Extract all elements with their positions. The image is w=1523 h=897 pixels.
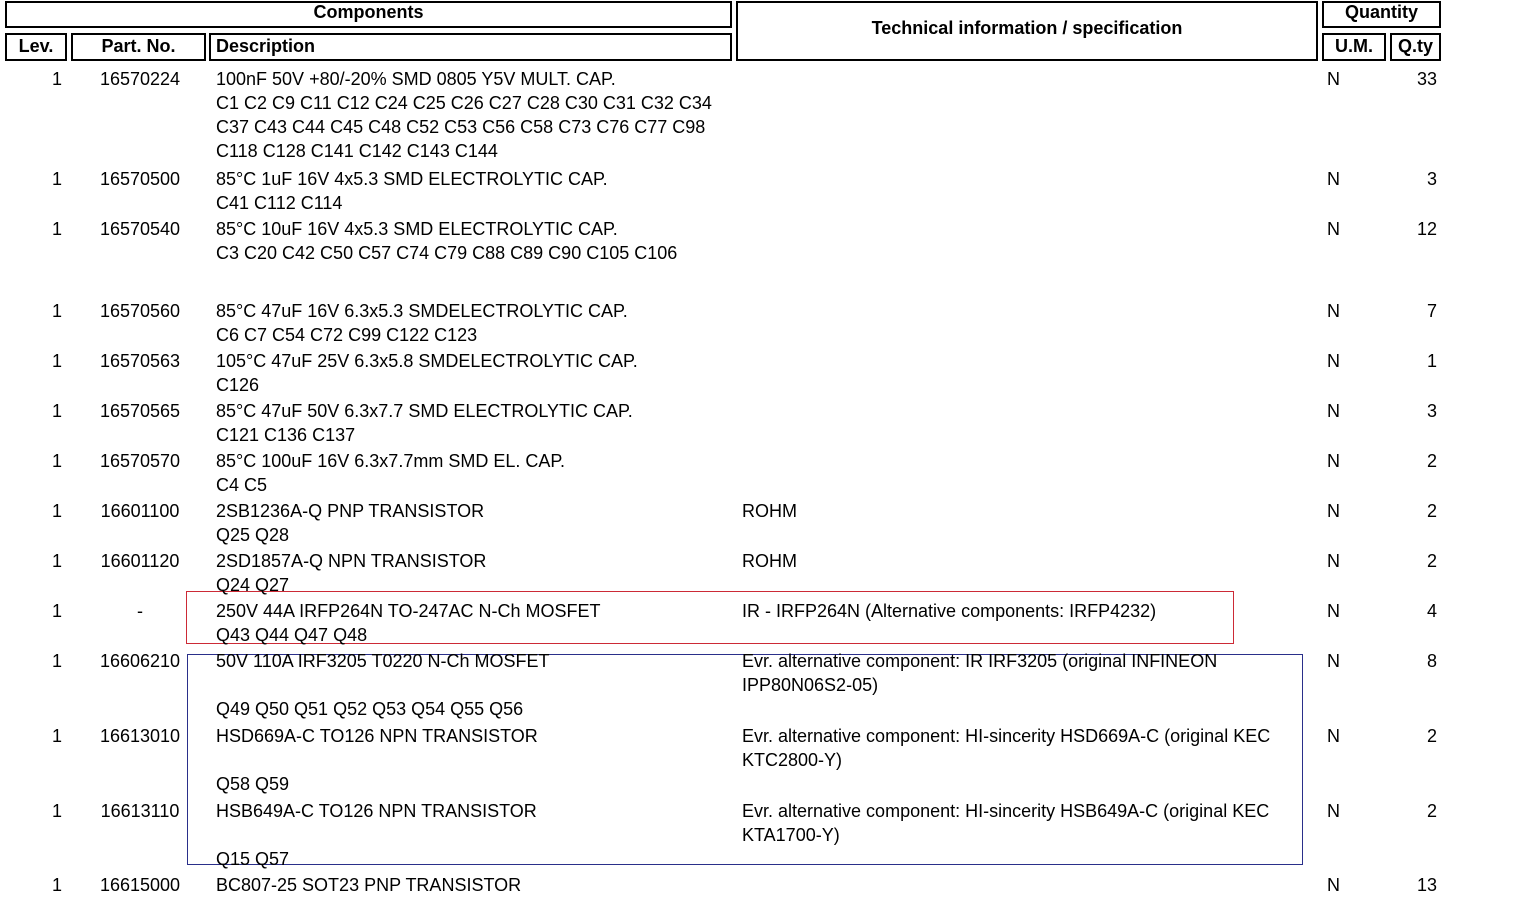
- unit-cell: N: [1327, 401, 1340, 421]
- reference-designators: Q24 Q27: [216, 575, 290, 595]
- description-cell: [216, 167, 608, 215]
- level-cell: 1: [52, 551, 63, 571]
- quantity-cell: 3: [1426, 169, 1437, 189]
- level-cell: 1: [52, 219, 63, 239]
- description-text: 85°C 10uF 16V 4x5.3 SMD ELECTROLYTIC CAP.: [216, 219, 618, 239]
- reference-designators: C126: [216, 375, 260, 395]
- part-number-cell: 16570563: [99, 351, 181, 371]
- unit-cell: N: [1327, 551, 1340, 571]
- description-text: 105°C 47uF 25V 6.3x5.8 SMDELECTROLYTIC CAP.: [216, 351, 638, 371]
- level-cell: 1: [52, 651, 63, 671]
- level-cell: 1: [52, 169, 63, 189]
- description-text: 85°C 47uF 16V 6.3x5.3 SMDELECTROLYTIC CAP.: [216, 301, 628, 321]
- part-number-cell: 16570570: [99, 451, 181, 471]
- reference-designators: Q58 Q59: [216, 774, 290, 794]
- quantity-cell: 33: [1416, 69, 1437, 89]
- quantity-cell: 2: [1426, 551, 1437, 571]
- technical-info-line: ROHM: [742, 501, 797, 521]
- description-text: 50V 110A IRF3205 T0220 N-Ch MOSFET: [216, 651, 550, 671]
- description-header: Description: [216, 36, 316, 56]
- part-number-cell: 16570500: [99, 169, 181, 189]
- technical-info-line: ROHM: [742, 551, 797, 571]
- spacer: [216, 823, 537, 847]
- description-cell: [216, 67, 712, 163]
- description-cell: [216, 349, 638, 397]
- description-text: 85°C 47uF 50V 6.3x7.7 SMD ELECTROLYTIC CAP.: [216, 401, 633, 421]
- description-text: BC807-25 SOT23 PNP TRANSISTOR: [216, 875, 522, 895]
- description-cell: [216, 599, 601, 647]
- quantity-cell: 4: [1426, 601, 1437, 621]
- level-cell: 1: [52, 726, 63, 746]
- description-cell: [216, 873, 521, 897]
- level-cell: 1: [52, 501, 63, 521]
- level-cell: 1: [52, 351, 63, 371]
- technical-info-line: Evr. alternative component: HI-sincerity HSD669A-C (original KEC: [742, 726, 1271, 746]
- unit-cell: N: [1327, 69, 1340, 89]
- reference-designators: C3 C20 C42 C50 C57 C74 C79 C88 C89 C90 C105 C106: [216, 243, 678, 263]
- unit-cell: N: [1327, 219, 1340, 239]
- description-cell: [216, 217, 677, 265]
- technical-header: Technical information / specification: [871, 18, 1183, 38]
- description-text: 250V 44A IRFP264N TO-247AC N-Ch MOSFET: [216, 601, 601, 621]
- part-number-cell: 16601120: [100, 551, 180, 571]
- reference-designators: Q49 Q50 Q51 Q52 Q53 Q54 Q55 Q56: [216, 699, 524, 719]
- description-text: 2SB1236A-Q PNP TRANSISTOR: [216, 501, 485, 521]
- part-number-cell: 16615000: [99, 875, 181, 895]
- part-number-cell: 16570224: [99, 69, 181, 89]
- part-number-cell: 16606210: [99, 651, 181, 671]
- reference-designators: C41 C112 C114: [216, 193, 343, 213]
- technical-info-line: IR - IRFP264N (Alternative components: IRFP4232): [742, 601, 1157, 621]
- description-text: 100nF 50V +80/-20% SMD 0805 Y5V MULT. CAP.: [216, 69, 616, 89]
- technical-info-cell: [742, 649, 1217, 697]
- quantity-cell: 2: [1426, 451, 1437, 471]
- unit-cell: N: [1327, 651, 1340, 671]
- unit-cell: N: [1327, 875, 1340, 895]
- part-no-header: Part. No.: [101, 36, 176, 56]
- quantity-cell: 2: [1426, 726, 1437, 746]
- part-number-cell: 16570540: [99, 219, 181, 239]
- quantity-cell: 8: [1426, 651, 1437, 671]
- part-number-cell: 16570565: [99, 401, 181, 421]
- technical-info-line: IPP80N06S2-05): [742, 675, 879, 695]
- reference-designators: Q15 Q57: [216, 849, 290, 869]
- reference-designators: C121 C136 C137: [216, 425, 356, 445]
- technical-info-cell: [742, 724, 1270, 772]
- unit-cell: N: [1327, 351, 1340, 371]
- technical-info-cell: [742, 799, 1269, 847]
- um-header: U.M.: [1335, 36, 1373, 56]
- level-cell: 1: [52, 69, 63, 89]
- level-cell: 1: [52, 801, 63, 821]
- technical-info-line: KTC2800-Y): [742, 750, 843, 770]
- technical-info-line: Evr. alternative component: HI-sincerity HSB649A-C (original KEC: [742, 801, 1270, 821]
- spacer: [216, 748, 538, 772]
- description-text: 85°C 1uF 16V 4x5.3 SMD ELECTROLYTIC CAP.: [216, 169, 608, 189]
- level-cell: 1: [52, 601, 63, 621]
- technical-info-cell: [742, 599, 1156, 623]
- description-cell: [216, 299, 628, 347]
- unit-cell: N: [1327, 601, 1340, 621]
- quantity-cell: 2: [1426, 501, 1437, 521]
- technical-info-cell: [742, 549, 797, 573]
- description-cell: [216, 724, 538, 796]
- components-header: Components: [313, 2, 424, 22]
- technical-info-cell: [742, 499, 797, 523]
- unit-cell: N: [1327, 169, 1340, 189]
- technical-info-line: KTA1700-Y): [742, 825, 840, 845]
- unit-cell: N: [1327, 801, 1340, 821]
- description-text: 85°C 100uF 16V 6.3x7.7mm SMD EL. CAP.: [216, 451, 566, 471]
- reference-designators: C37 C43 C44 C45 C48 C52 C53 C56 C58 C73 C76 C77 C98: [216, 117, 706, 137]
- quantity-cell: 3: [1426, 401, 1437, 421]
- description-text: HSD669A-C TO126 NPN TRANSISTOR: [216, 726, 538, 746]
- description-cell: [216, 399, 633, 447]
- reference-designators: Q25 Q28: [216, 525, 290, 545]
- quantity-cell: 1: [1426, 351, 1437, 371]
- part-number-cell: 16601100: [100, 501, 180, 521]
- part-number-cell: -: [137, 601, 143, 621]
- quantity-header: Quantity: [1344, 2, 1418, 22]
- description-cell: [216, 449, 565, 497]
- unit-cell: N: [1327, 726, 1340, 746]
- level-cell: 1: [52, 401, 63, 421]
- quantity-cell: 13: [1416, 875, 1437, 895]
- technical-info-line: Evr. alternative component: IR IRF3205 (original INFINEON: [742, 651, 1218, 671]
- lev-header: Lev.: [18, 36, 54, 56]
- description-text: 2SD1857A-Q NPN TRANSISTOR: [216, 551, 487, 571]
- reference-designators: C1 C2 C9 C11 C12 C24 C25 C26 C27 C28 C30 C31 C32 C34: [216, 93, 712, 113]
- quantity-cell: 7: [1426, 301, 1437, 321]
- spacer: [216, 673, 550, 697]
- reference-designators: C6 C7 C54 C72 C99 C122 C123: [216, 325, 478, 345]
- part-number-cell: 16613010: [99, 726, 181, 746]
- level-cell: 1: [52, 301, 63, 321]
- part-number-cell: 16570560: [99, 301, 181, 321]
- unit-cell: N: [1327, 301, 1340, 321]
- qty-header: Q.ty: [1397, 36, 1433, 56]
- description-cell: [216, 799, 537, 871]
- level-cell: 1: [52, 875, 63, 895]
- description-cell: [216, 549, 486, 597]
- part-number-cell: 16613110: [100, 801, 180, 821]
- description-cell: [216, 649, 550, 721]
- reference-designators: Q43 Q44 Q47 Q48: [216, 625, 368, 645]
- description-cell: [216, 499, 484, 547]
- unit-cell: N: [1327, 501, 1340, 521]
- quantity-cell: 12: [1416, 219, 1437, 239]
- description-text: HSB649A-C TO126 NPN TRANSISTOR: [216, 801, 537, 821]
- reference-designators: C118 C128 C141 C142 C143 C144: [216, 141, 498, 161]
- level-cell: 1: [52, 451, 63, 471]
- unit-cell: N: [1327, 451, 1340, 471]
- reference-designators: C4 C5: [216, 475, 268, 495]
- quantity-cell: 2: [1426, 801, 1437, 821]
